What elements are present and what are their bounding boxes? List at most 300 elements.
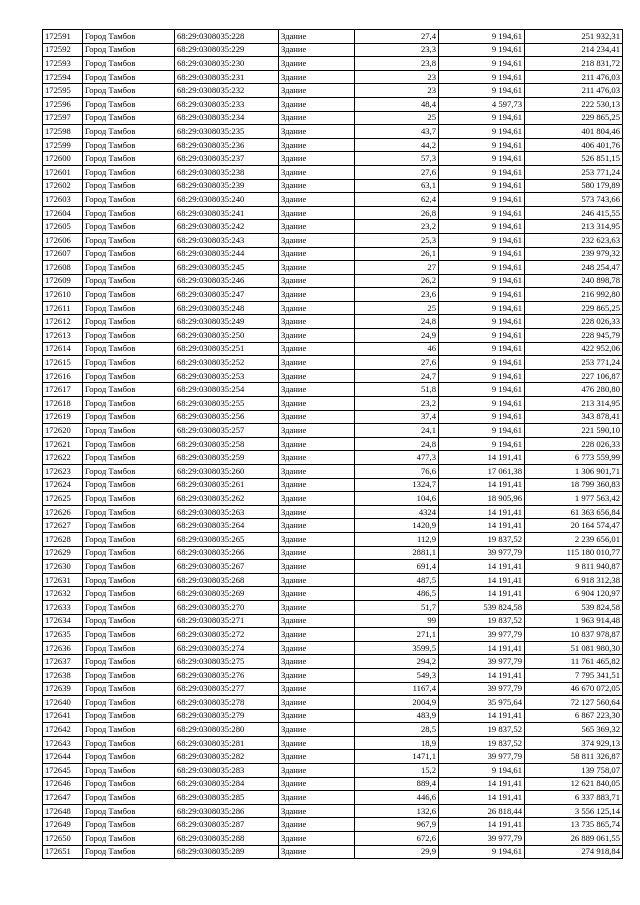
object-type-cell: Здание <box>279 791 355 805</box>
specific-value-cell: 9 194,61 <box>439 233 525 247</box>
object-type-cell: Здание <box>279 437 355 451</box>
row-number-cell: 172633 <box>43 600 83 614</box>
cadastral-number-cell: 68:29:0308035:282 <box>175 750 279 764</box>
area-cell: 37,4 <box>355 410 439 424</box>
specific-value-cell: 9 194,61 <box>439 424 525 438</box>
cadastral-value-cell: 401 804,46 <box>525 125 623 139</box>
area-cell: 57,3 <box>355 152 439 166</box>
row-number-cell: 172603 <box>43 193 83 207</box>
locality-cell: Город Тамбов <box>83 165 175 179</box>
cadastral-value-cell: 3 556 125,14 <box>525 804 623 818</box>
object-type-cell: Здание <box>279 84 355 98</box>
specific-value-cell: 4 597,73 <box>439 97 525 111</box>
cadastral-number-cell: 68:29:0308035:246 <box>175 274 279 288</box>
specific-value-cell: 9 194,61 <box>439 165 525 179</box>
table-row <box>43 152 623 166</box>
area-cell: 63,1 <box>355 179 439 193</box>
specific-value-cell: 17 061,38 <box>439 465 525 479</box>
table-row <box>43 179 623 193</box>
cadastral-number-cell: 68:29:0308035:245 <box>175 261 279 275</box>
object-type-cell: Здание <box>279 818 355 832</box>
cadastral-value-cell: 218 831,72 <box>525 57 623 71</box>
locality-cell: Город Тамбов <box>83 845 175 859</box>
locality-cell: Город Тамбов <box>83 288 175 302</box>
object-type-cell: Здание <box>279 165 355 179</box>
object-type-cell: Здание <box>279 288 355 302</box>
cadastral-value-cell: 213 314,95 <box>525 220 623 234</box>
locality-cell: Город Тамбов <box>83 179 175 193</box>
row-number-cell: 172644 <box>43 750 83 764</box>
area-cell: 23 <box>355 70 439 84</box>
table-row <box>43 750 623 764</box>
object-type-cell: Здание <box>279 410 355 424</box>
table-row <box>43 723 623 737</box>
area-cell: 76,6 <box>355 465 439 479</box>
locality-cell: Город Тамбов <box>83 424 175 438</box>
table-row <box>43 288 623 302</box>
locality-cell: Город Тамбов <box>83 274 175 288</box>
object-type-cell: Здание <box>279 560 355 574</box>
specific-value-cell: 9 194,61 <box>439 111 525 125</box>
cadastral-number-cell: 68:29:0308035:261 <box>175 478 279 492</box>
cadastral-number-cell: 68:29:0308035:239 <box>175 179 279 193</box>
table-row <box>43 478 623 492</box>
cadastral-value-cell: 232 623,63 <box>525 233 623 247</box>
object-type-cell: Здание <box>279 220 355 234</box>
table-row <box>43 587 623 601</box>
table-row <box>43 764 623 778</box>
table-row <box>43 30 623 44</box>
cadastral-value-cell: 228 945,79 <box>525 329 623 343</box>
specific-value-cell: 14 191,41 <box>439 641 525 655</box>
row-number-cell: 172647 <box>43 791 83 805</box>
area-cell: 27,4 <box>355 30 439 44</box>
specific-value-cell: 14 191,41 <box>439 587 525 601</box>
locality-cell: Город Тамбов <box>83 818 175 832</box>
area-cell: 1324,7 <box>355 478 439 492</box>
area-cell: 24,8 <box>355 315 439 329</box>
row-number-cell: 172650 <box>43 832 83 846</box>
row-number-cell: 172632 <box>43 587 83 601</box>
specific-value-cell: 9 194,61 <box>439 138 525 152</box>
cadastral-number-cell: 68:29:0308035:262 <box>175 492 279 506</box>
cadastral-value-cell: 248 254,47 <box>525 261 623 275</box>
table-row <box>43 165 623 179</box>
object-type-cell: Здание <box>279 193 355 207</box>
specific-value-cell: 9 194,61 <box>439 764 525 778</box>
cadastral-value-cell: 221 590,10 <box>525 424 623 438</box>
area-cell: 46 <box>355 342 439 356</box>
row-number-cell: 172645 <box>43 764 83 778</box>
object-type-cell: Здание <box>279 587 355 601</box>
locality-cell: Город Тамбов <box>83 220 175 234</box>
cadastral-number-cell: 68:29:0308035:270 <box>175 600 279 614</box>
locality-cell: Город Тамбов <box>83 505 175 519</box>
table-row <box>43 709 623 723</box>
table-row <box>43 315 623 329</box>
object-type-cell: Здание <box>279 397 355 411</box>
cadastral-number-cell: 68:29:0308035:234 <box>175 111 279 125</box>
row-number-cell: 172637 <box>43 655 83 669</box>
object-type-cell: Здание <box>279 329 355 343</box>
specific-value-cell: 14 191,41 <box>439 560 525 574</box>
table-row <box>43 546 623 560</box>
specific-value-cell: 9 194,61 <box>439 220 525 234</box>
specific-value-cell: 14 191,41 <box>439 451 525 465</box>
row-number-cell: 172639 <box>43 682 83 696</box>
cadastral-value-cell: 246 415,55 <box>525 206 623 220</box>
locality-cell: Город Тамбов <box>83 492 175 506</box>
object-type-cell: Здание <box>279 261 355 275</box>
cadastral-value-cell: 58 811 326,87 <box>525 750 623 764</box>
cadastral-number-cell: 68:29:0308035:241 <box>175 206 279 220</box>
cadastral-value-cell: 26 889 061,55 <box>525 832 623 846</box>
specific-value-cell: 14 191,41 <box>439 519 525 533</box>
object-type-cell: Здание <box>279 369 355 383</box>
row-number-cell: 172617 <box>43 383 83 397</box>
cadastral-number-cell: 68:29:0308035:253 <box>175 369 279 383</box>
row-number-cell: 172605 <box>43 220 83 234</box>
table-row <box>43 84 623 98</box>
locality-cell: Город Тамбов <box>83 451 175 465</box>
table-row <box>43 465 623 479</box>
cadastral-number-cell: 68:29:0308035:242 <box>175 220 279 234</box>
cadastral-value-cell: 229 865,25 <box>525 301 623 315</box>
table-row <box>43 261 623 275</box>
table-row <box>43 791 623 805</box>
table-row <box>43 682 623 696</box>
row-number-cell: 172634 <box>43 614 83 628</box>
locality-cell: Город Тамбов <box>83 397 175 411</box>
table-row <box>43 736 623 750</box>
area-cell: 889,4 <box>355 777 439 791</box>
cadastral-value-cell: 239 979,32 <box>525 247 623 261</box>
cadastral-value-cell: 6 337 883,71 <box>525 791 623 805</box>
row-number-cell: 172640 <box>43 696 83 710</box>
row-number-cell: 172621 <box>43 437 83 451</box>
table-row <box>43 832 623 846</box>
cadastral-value-cell: 251 932,31 <box>525 30 623 44</box>
object-type-cell: Здание <box>279 505 355 519</box>
area-cell: 104,6 <box>355 492 439 506</box>
cadastral-number-cell: 68:29:0308035:250 <box>175 329 279 343</box>
cadastral-value-cell: 565 369,32 <box>525 723 623 737</box>
cadastral-number-cell: 68:29:0308035:272 <box>175 628 279 642</box>
table-row <box>43 57 623 71</box>
cadastral-value-cell: 229 865,25 <box>525 111 623 125</box>
object-type-cell: Здание <box>279 532 355 546</box>
locality-cell: Город Тамбов <box>83 193 175 207</box>
object-type-cell: Здание <box>279 478 355 492</box>
cadastral-value-cell: 406 401,76 <box>525 138 623 152</box>
area-cell: 132,6 <box>355 804 439 818</box>
locality-cell: Город Тамбов <box>83 641 175 655</box>
area-cell: 486,5 <box>355 587 439 601</box>
locality-cell: Город Тамбов <box>83 723 175 737</box>
object-type-cell: Здание <box>279 315 355 329</box>
specific-value-cell: 9 194,61 <box>439 125 525 139</box>
cadastral-number-cell: 68:29:0308035:276 <box>175 668 279 682</box>
cadastral-value-cell: 7 795 341,51 <box>525 668 623 682</box>
area-cell: 44,2 <box>355 138 439 152</box>
specific-value-cell: 39 977,79 <box>439 546 525 560</box>
cadastral-number-cell: 68:29:0308035:255 <box>175 397 279 411</box>
specific-value-cell: 9 194,61 <box>439 206 525 220</box>
area-cell: 27 <box>355 261 439 275</box>
specific-value-cell: 9 194,61 <box>439 70 525 84</box>
area-cell: 51,8 <box>355 383 439 397</box>
table-row <box>43 424 623 438</box>
cadastral-value-cell: 526 851,15 <box>525 152 623 166</box>
row-number-cell: 172649 <box>43 818 83 832</box>
cadastral-value-cell: 11 761 465,82 <box>525 655 623 669</box>
cadastral-value-cell: 72 127 560,64 <box>525 696 623 710</box>
cadastral-number-cell: 68:29:0308035:264 <box>175 519 279 533</box>
specific-value-cell: 539 824,58 <box>439 600 525 614</box>
specific-value-cell: 19 837,52 <box>439 614 525 628</box>
cadastral-value-cell: 216 992,80 <box>525 288 623 302</box>
table-row <box>43 301 623 315</box>
table-row <box>43 111 623 125</box>
cadastral-number-cell: 68:29:0308035:274 <box>175 641 279 655</box>
specific-value-cell: 9 194,61 <box>439 369 525 383</box>
cadastral-value-cell: 274 918,84 <box>525 845 623 859</box>
locality-cell: Город Тамбов <box>83 546 175 560</box>
table-row <box>43 519 623 533</box>
specific-value-cell: 14 191,41 <box>439 573 525 587</box>
cadastral-number-cell: 68:29:0308035:268 <box>175 573 279 587</box>
locality-cell: Город Тамбов <box>83 261 175 275</box>
cadastral-number-cell: 68:29:0308035:228 <box>175 30 279 44</box>
cadastral-number-cell: 68:29:0308035:249 <box>175 315 279 329</box>
table-row <box>43 247 623 261</box>
object-type-cell: Здание <box>279 682 355 696</box>
area-cell: 26,1 <box>355 247 439 261</box>
object-type-cell: Здание <box>279 546 355 560</box>
table-row <box>43 532 623 546</box>
cadastral-value-cell: 6 773 559,99 <box>525 451 623 465</box>
cadastral-value-cell: 240 898,78 <box>525 274 623 288</box>
row-number-cell: 172620 <box>43 424 83 438</box>
area-cell: 43,7 <box>355 125 439 139</box>
row-number-cell: 172619 <box>43 410 83 424</box>
object-type-cell: Здание <box>279 57 355 71</box>
area-cell: 2881,1 <box>355 546 439 560</box>
locality-cell: Город Тамбов <box>83 233 175 247</box>
locality-cell: Город Тамбов <box>83 736 175 750</box>
object-type-cell: Здание <box>279 97 355 111</box>
object-type-cell: Здание <box>279 845 355 859</box>
object-type-cell: Здание <box>279 301 355 315</box>
object-type-cell: Здание <box>279 723 355 737</box>
specific-value-cell: 18 905,96 <box>439 492 525 506</box>
specific-value-cell: 14 191,41 <box>439 791 525 805</box>
object-type-cell: Здание <box>279 233 355 247</box>
cadastral-number-cell: 68:29:0308035:240 <box>175 193 279 207</box>
locality-cell: Город Тамбов <box>83 682 175 696</box>
row-number-cell: 172638 <box>43 668 83 682</box>
specific-value-cell: 9 194,61 <box>439 342 525 356</box>
row-number-cell: 172623 <box>43 465 83 479</box>
cadastral-value-cell: 253 771,24 <box>525 165 623 179</box>
area-cell: 23,8 <box>355 57 439 71</box>
cadastral-value-cell: 228 026,33 <box>525 315 623 329</box>
cadastral-value-cell: 139 758,07 <box>525 764 623 778</box>
area-cell: 294,2 <box>355 655 439 669</box>
object-type-cell: Здание <box>279 179 355 193</box>
cadastral-number-cell: 68:29:0308035:244 <box>175 247 279 261</box>
cadastral-number-cell: 68:29:0308035:280 <box>175 723 279 737</box>
locality-cell: Город Тамбов <box>83 668 175 682</box>
cadastral-value-cell: 1 977 563,42 <box>525 492 623 506</box>
locality-cell: Город Тамбов <box>83 247 175 261</box>
object-type-cell: Здание <box>279 614 355 628</box>
specific-value-cell: 39 977,79 <box>439 750 525 764</box>
area-cell: 24,1 <box>355 424 439 438</box>
table-row <box>43 220 623 234</box>
object-type-cell: Здание <box>279 274 355 288</box>
locality-cell: Город Тамбов <box>83 519 175 533</box>
cadastral-value-cell: 253 771,24 <box>525 356 623 370</box>
table-row <box>43 845 623 859</box>
specific-value-cell: 9 194,61 <box>439 437 525 451</box>
cadastral-number-cell: 68:29:0308035:230 <box>175 57 279 71</box>
specific-value-cell: 9 194,61 <box>439 261 525 275</box>
cadastral-value-cell: 222 530,13 <box>525 97 623 111</box>
object-type-cell: Здание <box>279 111 355 125</box>
specific-value-cell: 9 194,61 <box>439 301 525 315</box>
object-type-cell: Здание <box>279 43 355 57</box>
cadastral-value-cell: 6 904 120,97 <box>525 587 623 601</box>
locality-cell: Город Тамбов <box>83 628 175 642</box>
area-cell: 4324 <box>355 505 439 519</box>
locality-cell: Город Тамбов <box>83 315 175 329</box>
object-type-cell: Здание <box>279 465 355 479</box>
cadastral-number-cell: 68:29:0308035:275 <box>175 655 279 669</box>
cadastral-value-cell: 1 963 914,48 <box>525 614 623 628</box>
cadastral-value-cell: 10 837 978,87 <box>525 628 623 642</box>
cadastral-number-cell: 68:29:0308035:266 <box>175 546 279 560</box>
cadastral-number-cell: 68:29:0308035:267 <box>175 560 279 574</box>
area-cell: 487,5 <box>355 573 439 587</box>
cadastral-value-cell: 61 363 656,84 <box>525 505 623 519</box>
cadastral-value-cell: 227 106,87 <box>525 369 623 383</box>
object-type-cell: Здание <box>279 600 355 614</box>
cadastral-number-cell: 68:29:0308035:278 <box>175 696 279 710</box>
cadastral-value-cell: 12 621 840,05 <box>525 777 623 791</box>
table-row <box>43 274 623 288</box>
cadastral-value-cell: 211 476,03 <box>525 70 623 84</box>
specific-value-cell: 9 194,61 <box>439 274 525 288</box>
specific-value-cell: 14 191,41 <box>439 478 525 492</box>
specific-value-cell: 35 975,64 <box>439 696 525 710</box>
specific-value-cell: 14 191,41 <box>439 818 525 832</box>
locality-cell: Город Тамбов <box>83 600 175 614</box>
row-number-cell: 172636 <box>43 641 83 655</box>
table-row <box>43 668 623 682</box>
object-type-cell: Здание <box>279 696 355 710</box>
specific-value-cell: 26 818,44 <box>439 804 525 818</box>
row-number-cell: 172625 <box>43 492 83 506</box>
locality-cell: Город Тамбов <box>83 832 175 846</box>
row-number-cell: 172646 <box>43 777 83 791</box>
cadastral-number-cell: 68:29:0308035:238 <box>175 165 279 179</box>
row-number-cell: 172627 <box>43 519 83 533</box>
row-number-cell: 172604 <box>43 206 83 220</box>
row-number-cell: 172599 <box>43 138 83 152</box>
cadastral-value-cell: 6 867 223,30 <box>525 709 623 723</box>
cadastral-number-cell: 68:29:0308035:288 <box>175 832 279 846</box>
table-row <box>43 342 623 356</box>
cadastral-number-cell: 68:29:0308035:279 <box>175 709 279 723</box>
object-type-cell: Здание <box>279 138 355 152</box>
object-type-cell: Здание <box>279 30 355 44</box>
locality-cell: Город Тамбов <box>83 125 175 139</box>
table-row <box>43 410 623 424</box>
specific-value-cell: 9 194,61 <box>439 179 525 193</box>
row-number-cell: 172602 <box>43 179 83 193</box>
cadastral-value-cell: 9 811 940,87 <box>525 560 623 574</box>
locality-cell: Город Тамбов <box>83 138 175 152</box>
specific-value-cell: 9 194,61 <box>439 356 525 370</box>
specific-value-cell: 14 191,41 <box>439 777 525 791</box>
table-row <box>43 614 623 628</box>
cadastral-number-cell: 68:29:0308035:281 <box>175 736 279 750</box>
specific-value-cell: 14 191,41 <box>439 709 525 723</box>
object-type-cell: Здание <box>279 152 355 166</box>
row-number-cell: 172628 <box>43 532 83 546</box>
object-type-cell: Здание <box>279 750 355 764</box>
row-number-cell: 172642 <box>43 723 83 737</box>
locality-cell: Город Тамбов <box>83 329 175 343</box>
row-number-cell: 172630 <box>43 560 83 574</box>
specific-value-cell: 9 194,61 <box>439 397 525 411</box>
cadastral-number-cell: 68:29:0308035:231 <box>175 70 279 84</box>
cadastral-number-cell: 68:29:0308035:247 <box>175 288 279 302</box>
area-cell: 99 <box>355 614 439 628</box>
specific-value-cell: 9 194,61 <box>439 845 525 859</box>
cadastral-value-table <box>42 29 623 859</box>
cadastral-value-cell: 573 743,66 <box>525 193 623 207</box>
area-cell: 48,4 <box>355 97 439 111</box>
object-type-cell: Здание <box>279 709 355 723</box>
locality-cell: Город Тамбов <box>83 573 175 587</box>
object-type-cell: Здание <box>279 206 355 220</box>
object-type-cell: Здание <box>279 247 355 261</box>
locality-cell: Город Тамбов <box>83 369 175 383</box>
cadastral-number-cell: 68:29:0308035:263 <box>175 505 279 519</box>
specific-value-cell: 19 837,52 <box>439 736 525 750</box>
cadastral-value-cell: 1 306 901,71 <box>525 465 623 479</box>
table-body <box>43 30 623 859</box>
table-row <box>43 505 623 519</box>
locality-cell: Город Тамбов <box>83 764 175 778</box>
locality-cell: Город Тамбов <box>83 777 175 791</box>
area-cell: 446,6 <box>355 791 439 805</box>
area-cell: 1471,1 <box>355 750 439 764</box>
specific-value-cell: 9 194,61 <box>439 193 525 207</box>
area-cell: 271,1 <box>355 628 439 642</box>
cadastral-number-cell: 68:29:0308035:286 <box>175 804 279 818</box>
cadastral-value-cell: 18 799 360,83 <box>525 478 623 492</box>
row-number-cell: 172624 <box>43 478 83 492</box>
object-type-cell: Здание <box>279 383 355 397</box>
cadastral-number-cell: 68:29:0308035:237 <box>175 152 279 166</box>
area-cell: 27,6 <box>355 356 439 370</box>
cadastral-number-cell: 68:29:0308035:285 <box>175 791 279 805</box>
cadastral-value-cell: 13 735 865,74 <box>525 818 623 832</box>
row-number-cell: 172651 <box>43 845 83 859</box>
